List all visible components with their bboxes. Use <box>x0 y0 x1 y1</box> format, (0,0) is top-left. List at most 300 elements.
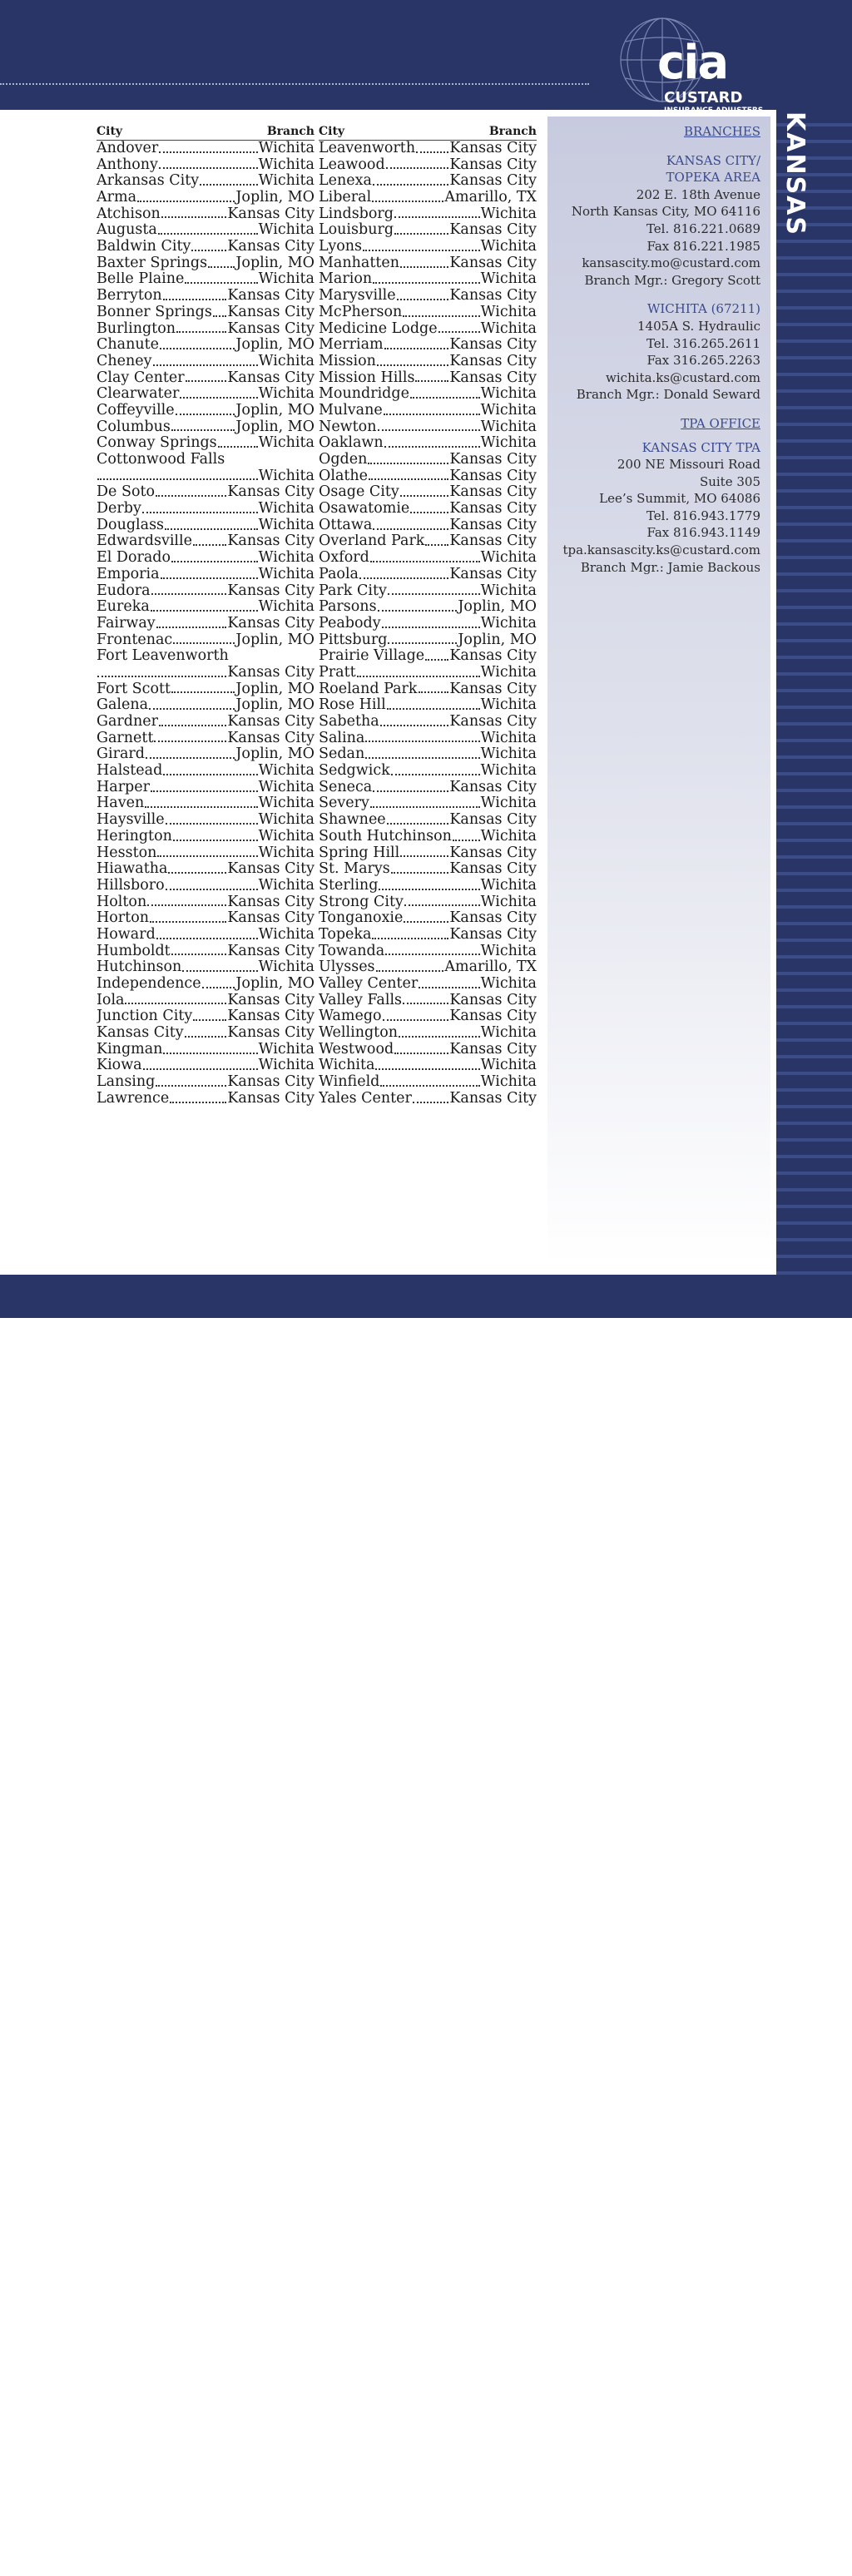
branch-name: Kansas City <box>227 582 315 599</box>
city-name: Osawatomie <box>319 501 410 518</box>
city-name: Prairie Village <box>319 648 425 665</box>
branch-name: Kansas City <box>227 910 315 927</box>
branch-name: Wichita <box>258 517 315 533</box>
wichita-fax: Fax 316.265.2263 <box>646 353 760 369</box>
branch-name: Joplin, MO <box>235 746 315 763</box>
branch-name: Kansas City <box>227 943 315 959</box>
dot-leader <box>372 201 443 202</box>
dot-leader <box>173 840 258 841</box>
table-row <box>319 305 537 321</box>
branch-name: Kansas City <box>449 353 537 369</box>
city-name: Salina <box>319 730 365 746</box>
branch-name: Wichita <box>258 566 315 582</box>
dot-leader <box>403 1003 448 1004</box>
branch-name: Wichita <box>258 959 315 976</box>
city-name: Kansas City <box>97 1025 184 1042</box>
dot-leader <box>377 364 448 366</box>
kc-email[interactable]: kansascity.mo@custard.com <box>582 255 760 271</box>
table-row <box>97 173 315 190</box>
city-name: Hillsboro <box>97 877 165 894</box>
branch-name: Wichita <box>258 271 315 288</box>
dot-leader <box>400 266 448 268</box>
city-name: Mission <box>319 353 376 369</box>
table-row <box>319 894 537 911</box>
table-row <box>97 534 315 551</box>
table-row <box>97 321 315 338</box>
branch-name: Kansas City <box>449 222 537 239</box>
branch-name: Kansas City <box>449 337 537 354</box>
logo-tagline: INSURANCE ADJUSTERS <box>664 107 764 115</box>
branch-name: Kansas City <box>227 665 315 681</box>
branch-name: Kansas City <box>449 1008 537 1025</box>
dot-leader <box>387 708 480 710</box>
city-name: Howard <box>97 927 156 943</box>
city-list <box>319 141 537 1107</box>
branch-name: Joplin, MO <box>235 403 315 419</box>
branch-name: Wichita <box>258 386 315 403</box>
table-row <box>319 812 537 829</box>
tpa-branch-title: KANSAS CITY TPA <box>641 439 760 455</box>
table-row <box>319 763 537 780</box>
branch-name: Kansas City <box>449 779 537 795</box>
city-name: Moundridge <box>319 386 409 403</box>
table-row <box>319 354 537 370</box>
table-row <box>319 321 537 338</box>
branch-name: Wichita <box>258 828 315 845</box>
table-row <box>97 616 315 632</box>
city-name: Severy <box>319 795 369 812</box>
city-name: Newton <box>319 419 377 435</box>
dot-leader <box>382 627 480 628</box>
table-row <box>97 583 315 600</box>
branch-name: Kansas City <box>449 1041 537 1058</box>
city-name: Oaklawn <box>319 435 384 452</box>
dot-leader <box>379 889 479 890</box>
city-name: Pittsburg <box>319 632 388 648</box>
column-header <box>319 123 537 141</box>
branch-name: Joplin, MO <box>458 599 537 616</box>
branch-name: Kansas City <box>227 1025 315 1042</box>
kc-address-city: North Kansas City, MO 64116 <box>571 204 760 220</box>
branch-name: Joplin, MO <box>235 976 315 993</box>
dot-leader <box>438 331 480 333</box>
table-row <box>319 714 537 731</box>
side-stripes <box>776 110 852 1275</box>
dot-leader <box>154 741 226 742</box>
branch-name: Wichita <box>480 239 537 255</box>
table-row <box>97 944 315 960</box>
dot-leader <box>369 478 448 480</box>
dot-leader <box>385 954 479 955</box>
table-row <box>97 1008 315 1025</box>
city-name: Kiowa <box>97 1058 142 1074</box>
branch-name: Joplin, MO <box>235 255 315 271</box>
branch-name: Wichita <box>480 386 537 403</box>
dot-leader <box>202 987 235 988</box>
table-row <box>319 1074 537 1091</box>
city-name: Manhatten <box>319 255 400 271</box>
branch-name: Kansas City <box>227 320 315 337</box>
branch-name: Wichita <box>258 763 315 780</box>
city-name: Medicine Lodge <box>319 320 438 337</box>
state-tab: KANSAS <box>780 111 810 237</box>
city-name: Kingman <box>97 1041 163 1058</box>
table-row <box>319 484 537 501</box>
branch-name: Wichita <box>480 943 537 959</box>
branch-name: Joplin, MO <box>235 681 315 697</box>
dot-leader <box>359 577 448 579</box>
dot-leader <box>376 970 444 972</box>
dot-leader <box>380 1085 479 1087</box>
city-name: Shawnee <box>319 812 386 829</box>
kc-phone: Tel. 816.221.0689 <box>646 220 760 236</box>
city-name: El Dorado <box>97 550 171 567</box>
branch-name: Kansas City <box>449 812 537 829</box>
table-row <box>319 567 537 583</box>
branch-name: Kansas City <box>449 714 537 731</box>
table-row <box>319 173 537 190</box>
branch-name: Wichita <box>258 435 315 452</box>
branch-name: Wichita <box>258 927 315 943</box>
branch-name: Kansas City <box>449 910 537 927</box>
branch-name: Kansas City <box>449 992 537 1008</box>
dot-leader <box>156 938 258 939</box>
tpa-phone: Tel. 816.943.1779 <box>646 508 760 523</box>
table-row <box>97 763 315 780</box>
dot-leader <box>193 544 226 546</box>
city-name: Peabody <box>319 615 381 632</box>
dot-leader <box>165 528 258 530</box>
branch-name: Kansas City <box>449 141 537 156</box>
branch-name: Wichita <box>258 599 315 616</box>
table-row <box>319 255 537 272</box>
kc-manager: Branch Mgr.: Gregory Scott <box>584 272 760 288</box>
branch-name: Kansas City <box>449 927 537 943</box>
table-row <box>97 829 315 845</box>
table-row <box>319 452 537 468</box>
city-name: Eudora <box>97 582 151 599</box>
table-row <box>319 993 537 1009</box>
table-row <box>319 141 537 157</box>
branch-name: Kansas City <box>227 730 315 746</box>
city-name: Lansing <box>97 1074 156 1091</box>
branch-name: Kansas City <box>227 369 315 386</box>
city-name: Wellington <box>319 1025 399 1042</box>
city-column-1 <box>97 123 315 1107</box>
dot-leader <box>146 757 235 759</box>
table-row <box>319 272 537 289</box>
table-row <box>97 993 315 1009</box>
dot-leader <box>166 823 258 825</box>
tpa-email[interactable]: tpa.kansascity.ks@custard.com <box>562 542 760 558</box>
table-row <box>97 403 315 419</box>
city-name: Baldwin City <box>97 239 191 255</box>
dot-leader <box>143 1068 258 1070</box>
dot-leader <box>388 642 457 644</box>
page-number: 79 <box>741 2555 766 2576</box>
dot-leader <box>208 266 235 268</box>
city-name: Conway Springs <box>97 435 217 452</box>
branch-name: Kansas City <box>227 484 315 501</box>
branch-name: Wichita <box>480 206 537 222</box>
branch-name: Wichita <box>480 419 537 435</box>
dot-leader <box>372 938 448 939</box>
branch-name: Wichita <box>480 1074 537 1091</box>
city-name: Mission Hills <box>319 369 415 386</box>
city-name: Roeland Park <box>319 681 418 697</box>
table-row <box>97 1074 315 1091</box>
dot-leader <box>149 708 235 710</box>
city-name: Columbus <box>97 419 171 435</box>
city-name: Mulvane <box>319 403 383 419</box>
wichita-email[interactable]: wichita.ks@custard.com <box>606 369 760 385</box>
city-name: Independence <box>97 976 201 993</box>
table-row <box>97 386 315 403</box>
city-name: Lyons <box>319 239 362 255</box>
city-name: Paola <box>319 566 359 582</box>
table-row <box>97 697 315 714</box>
table-row <box>319 796 537 813</box>
city-name: Topeka <box>319 927 372 943</box>
branch-name: Joplin, MO <box>235 337 315 354</box>
table-row <box>319 206 537 223</box>
branch-name: Kansas City <box>227 714 315 731</box>
branch-name: Kansas City <box>227 206 315 222</box>
branch-name: Wichita <box>480 271 537 288</box>
dot-leader <box>378 610 458 612</box>
table-row <box>97 452 315 468</box>
table-row <box>319 599 537 616</box>
table-row <box>97 419 315 436</box>
table-row <box>319 583 537 600</box>
branch-name: Joplin, MO <box>235 697 315 714</box>
branch-name: Wichita <box>480 304 537 320</box>
dot-leader <box>166 889 258 890</box>
dot-leader <box>391 872 449 874</box>
dot-leader <box>378 429 480 431</box>
table-row <box>319 1042 537 1058</box>
table-row <box>319 665 537 681</box>
table-row <box>97 567 315 583</box>
branches-heading[interactable]: BRANCHES <box>683 124 760 139</box>
branch-name: Wichita <box>258 156 315 173</box>
city-name: Chanute <box>97 337 160 354</box>
wichita-phone: Tel. 316.265.2611 <box>646 335 760 351</box>
city-name: Haysville <box>97 812 165 829</box>
branch-name: Wichita <box>480 877 537 894</box>
table-row <box>97 206 315 223</box>
table-row <box>97 796 315 813</box>
city-name: Wamego <box>319 1008 382 1025</box>
dot-leader <box>147 904 226 906</box>
city-name: Coffeyville <box>97 403 175 419</box>
table-row <box>319 861 537 878</box>
dot-leader <box>357 676 480 677</box>
city-name: De Soto <box>97 484 156 501</box>
branch-name: Kansas City <box>227 1008 315 1025</box>
table-row <box>319 648 537 665</box>
city-name: Humboldt <box>97 943 171 959</box>
table-row <box>97 501 315 518</box>
table-row <box>319 681 537 698</box>
city-name: Oxford <box>319 550 369 567</box>
city-name: Louisburg <box>319 222 394 239</box>
branch-name: Wichita <box>258 468 315 484</box>
tpa-address-city: Lee’s Summit, MO 64086 <box>599 491 760 507</box>
dot-leader <box>176 414 235 415</box>
city-name: Valley Center <box>319 976 419 993</box>
city-name: Andover <box>97 141 159 156</box>
table-row <box>97 354 315 370</box>
branch-name: Wichita <box>480 746 537 763</box>
dot-leader <box>171 429 235 431</box>
branch-name: Wichita <box>480 582 537 599</box>
table-row <box>319 239 537 255</box>
table-row <box>97 1091 315 1107</box>
table-row <box>97 157 315 174</box>
dot-leader <box>415 380 448 382</box>
branch-name: Kansas City <box>227 1090 315 1107</box>
branch-name: Kansas City <box>227 615 315 632</box>
city-name: Douglass <box>97 517 165 533</box>
table-row <box>97 648 315 665</box>
city-name: Leawood <box>319 156 385 173</box>
city-name: Lawrence <box>97 1090 170 1107</box>
kc-branch-subtitle: TOPEKA AREA <box>666 170 760 186</box>
branch-name: Wichita <box>480 615 537 632</box>
dot-leader <box>137 201 235 202</box>
dot-leader <box>171 561 258 562</box>
table-row <box>319 435 537 452</box>
city-name: Arma <box>97 190 137 206</box>
table-row <box>97 746 315 763</box>
branch-name: Kansas City <box>449 452 537 468</box>
city-header: City <box>319 125 345 138</box>
city-name: Overland Park <box>319 533 425 550</box>
city-name: Frontenac <box>97 632 173 648</box>
table-row <box>319 746 537 763</box>
branches-panel <box>547 116 770 1265</box>
dot-leader <box>163 1053 257 1054</box>
city-name: Baxter Springs <box>97 255 208 271</box>
branch-name: Kansas City <box>449 468 537 484</box>
dot-leader <box>153 364 258 366</box>
city-name: Marion <box>319 271 373 288</box>
dot-leader <box>373 528 448 530</box>
city-name: Ogden <box>319 452 368 468</box>
branch-name: Kansas City <box>449 173 537 190</box>
wichita-manager: Branch Mgr.: Donald Seward <box>576 387 760 403</box>
city-name: Cheney <box>97 353 152 369</box>
tpa-heading[interactable]: TPA OFFICE <box>681 415 760 431</box>
dot-leader <box>419 987 479 988</box>
city-name: Berryton <box>97 288 162 305</box>
table-row <box>319 419 537 436</box>
dot-leader <box>370 561 480 562</box>
city-name: Galena <box>97 697 149 714</box>
table-row <box>97 518 315 534</box>
city-name: Anthony <box>97 156 158 173</box>
table-row <box>319 927 537 944</box>
city-name: Haven <box>97 795 145 812</box>
dot-leader <box>218 446 258 448</box>
branch-name: Kansas City <box>449 648 537 665</box>
footer-divider <box>0 1265 776 1275</box>
dot-leader <box>163 299 227 300</box>
branch-name: Amarillo, TX <box>444 959 537 976</box>
dot-leader <box>410 397 480 399</box>
dot-leader <box>150 921 226 923</box>
city-name: Hutchinson <box>97 959 182 976</box>
branch-name: Kansas City <box>449 288 537 305</box>
dot-leader <box>368 463 448 464</box>
dot-leader <box>185 1036 227 1038</box>
dot-leader <box>157 855 257 857</box>
city-name: Bonner Springs <box>97 304 212 320</box>
dot-leader <box>365 741 479 742</box>
kc-branch-title: KANSAS CITY/ <box>666 152 760 168</box>
dot-leader <box>163 774 257 775</box>
city-name: Emporia <box>97 566 160 582</box>
dot-leader <box>370 806 480 808</box>
city-name: Eureka <box>97 599 150 616</box>
dot-leader <box>399 1036 480 1038</box>
table-row <box>319 468 537 485</box>
city-name: Clay Center <box>97 369 185 386</box>
branch-name: Wichita <box>480 403 537 419</box>
city-name: St. Marys <box>319 861 390 878</box>
branch-name: Wichita <box>258 1041 315 1058</box>
city-name: Harper <box>97 779 150 795</box>
branch-name: Kansas City <box>449 369 537 386</box>
table-row <box>319 845 537 862</box>
city-name: Parsons <box>319 599 377 616</box>
branch-name: Kansas City <box>449 845 537 861</box>
table-row <box>319 780 537 796</box>
table-row <box>97 190 315 206</box>
dot-leader <box>156 627 227 628</box>
table-row <box>97 288 315 305</box>
table-row <box>319 386 537 403</box>
branch-name: Wichita <box>258 353 315 369</box>
table-row <box>319 910 537 927</box>
table-row <box>319 959 537 976</box>
branch-name: Kansas City <box>227 894 315 910</box>
table-row <box>97 239 315 255</box>
branch-name: Wichita <box>258 550 315 567</box>
branch-name: Kansas City <box>449 861 537 878</box>
branch-name: Kansas City <box>449 566 537 582</box>
dot-leader <box>413 1102 448 1103</box>
city-name: Osage City <box>319 484 399 501</box>
dot-leader <box>388 593 480 595</box>
table-row <box>97 141 315 157</box>
branch-name: Kansas City <box>227 861 315 878</box>
branch-name: Wichita <box>480 1058 537 1074</box>
city-name: Clearwater <box>97 386 180 403</box>
branch-name: Kansas City <box>449 1090 537 1107</box>
dot-leader <box>145 806 257 808</box>
city-name: Gardner <box>97 714 158 731</box>
table-row <box>97 550 315 567</box>
dot-leader <box>180 397 257 399</box>
dot-leader <box>159 151 257 153</box>
branch-name: Kansas City <box>449 681 537 697</box>
table-row <box>97 731 315 747</box>
table-row <box>319 501 537 518</box>
city-name: Derby <box>97 501 141 518</box>
table-row <box>319 403 537 419</box>
